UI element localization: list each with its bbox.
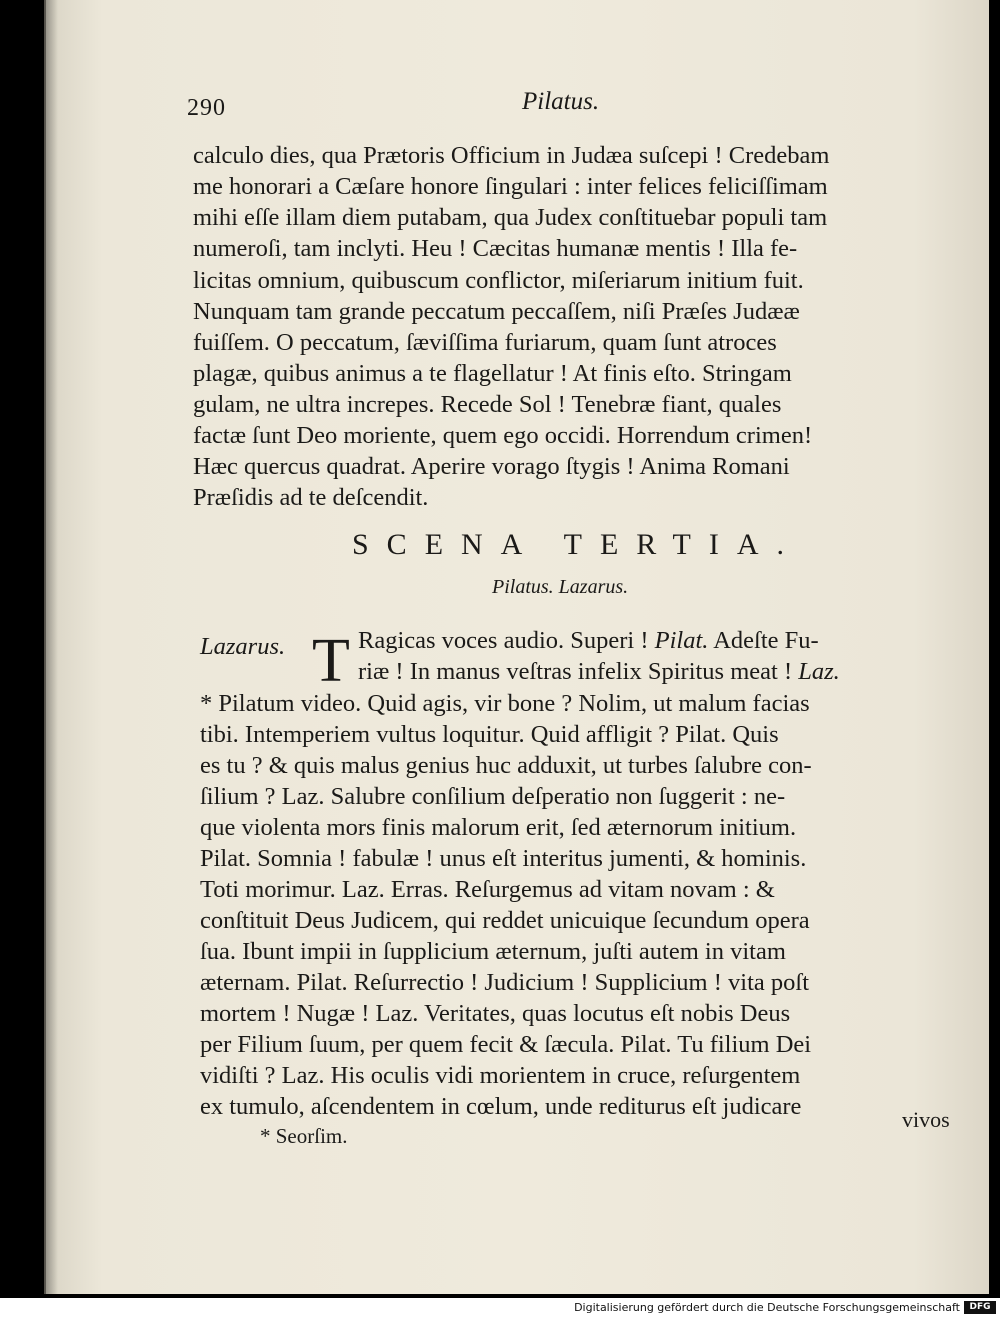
text-line: tibi. Intemperiem vultus loquitur. Quid affligit ? Pilat. Quis: [200, 721, 779, 748]
text-line: numeroſi, tam inclyti. Heu ! Cæcitas humanæ mentis ! Illa fe-: [193, 235, 798, 262]
dialogue-text: Adeſte Fu-: [713, 627, 819, 654]
text-line: [358, 657, 840, 687]
text-line: calculo dies, qua Prætoris Officium in Judæa suſcepi ! Credebam: [193, 142, 830, 169]
text-line: Præſidis ad te deſcendit.: [193, 484, 429, 511]
dialogue-text: Ragicas voces audio. Superi !: [358, 627, 649, 654]
text-line: conſtituit Deus Judicem, qui reddet unicuique ſecundum opera: [200, 907, 810, 934]
text-line: me honorari a Cæſare honore ſingulari : inter felices feliciſſimam: [193, 173, 828, 200]
speaker-label: [200, 632, 285, 662]
text-line: vidiſti ? Laz. His oculis vidi morientem in cruce, reſurgentem: [200, 1062, 801, 1089]
drop-cap: T: [312, 627, 350, 695]
page-number: 290: [187, 95, 226, 121]
text-line: factæ ſunt Deo moriente, quem ego occidi. Horrendum crimen!: [193, 422, 813, 449]
footer-credit: Digitalisierung gefördert durch die Deutsche Forschungsgemeinschaft: [574, 1301, 960, 1314]
text-line: gulam, ne ultra increpes. Recede Sol ! Tenebræ fiant, quales: [193, 391, 782, 418]
dfg-logo-icon: DFG: [964, 1301, 996, 1314]
text-line: es tu ? & quis malus genius huc adduxit, ut turbes ſalubre con-: [200, 752, 812, 779]
text-line: Toti morimur. Laz. Erras. Reſurgemus ad vitam novam : &: [200, 876, 775, 903]
text-line: fuiſſem. O peccatum, ſæviſſima furiarum, quam ſunt atroces: [193, 329, 777, 356]
scene-title: SCENA TERTIA.: [352, 528, 802, 561]
catchword: vivos: [902, 1107, 950, 1132]
text-line: æternam. Pilat. Reſurrectio ! Judicium ! Supplicium ! vita poſt: [200, 969, 809, 996]
text-line: plagæ, quibus animus a te flagellatur ! At finis eſto. Stringam: [193, 360, 792, 387]
text-line: [358, 626, 819, 656]
gutter-shadow: [44, 0, 58, 1294]
dialogue-text: riæ ! In manus veſtras infelix Spiritus meat !: [358, 658, 793, 685]
text-line: Hæc quercus quadrat. Aperire vorago ſtygis ! Anima Romani: [193, 453, 790, 480]
footnote: * Seorſim.: [260, 1124, 348, 1148]
text-line: licitas omnium, quibuscum conflictor, miſeriarum initium fuit.: [193, 267, 804, 294]
text-line: que violenta mors finis malorum erit, ſed æternorum initium.: [200, 814, 797, 841]
text-line: ſua. Ibunt impii in ſupplicium æternum, juſti autem in vitam: [200, 938, 786, 965]
speaker-abbrev: Laz.: [798, 658, 840, 685]
scene-characters: Pilatus. Lazarus.: [492, 576, 629, 598]
text-line: mortem ! Nugæ ! Laz. Veritates, quas locutus eſt nobis Deus: [200, 1000, 791, 1027]
speaker-abbrev: Pilat.: [654, 627, 709, 654]
speaker-name: Lazarus.: [200, 633, 286, 660]
text-line: per Filium ſuum, per quem fecit & ſæcula. Pilat. Tu filium Dei: [200, 1031, 812, 1058]
running-head: Pilatus.: [522, 88, 600, 115]
text-line: ſilium ? Laz. Salubre conſilium deſperatio non ſuggerit : ne-: [200, 783, 786, 810]
text-line: ex tumulo, aſcendentem in cœlum, unde rediturus eſt judicare: [200, 1093, 802, 1120]
text-line: mihi eſſe illam diem putabam, qua Judex conſtituebar populi tam: [193, 204, 828, 231]
text-line: Pilat. Somnia ! fabulæ ! unus eſt interitus jumenti, & hominis.: [200, 845, 807, 872]
text-line: * Pilatum video. Quid agis, vir bone ? Nolim, ut malum facias: [200, 690, 810, 717]
text-line: Nunquam tam grande peccatum peccaſſem, niſi Præſes Judææ: [193, 298, 800, 325]
